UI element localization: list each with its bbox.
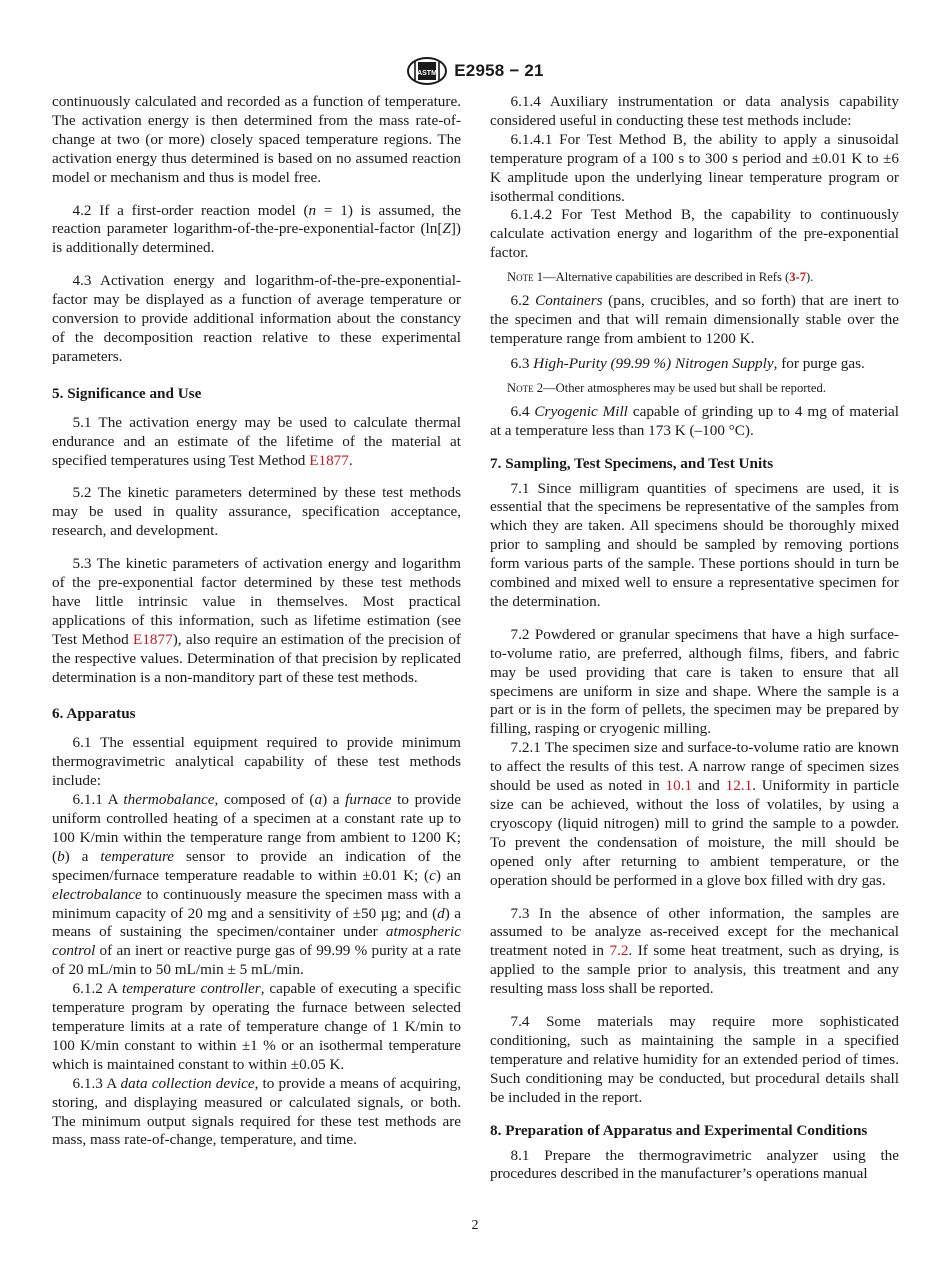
paragraph-6-1-4-2: 6.1.4.2 For Test Method B, the capability to continuously calculate activation energy and logarithm of the pre-exponential factor. <box>490 206 899 262</box>
paragraph-4-3: 4.3 Activation energy and logarithm-of-the-pre-exponential-factor may be displayed as a function of average temperature or conversion to provide additional information about the constancy of the decomposition reaction relative to these experimental parameters. <box>52 272 461 365</box>
paragraph-4-2: 4.2 If a first-order reaction model (n = 1) is assumed, the reaction parameter logarithm-of-the-pre-exponential-factor (ln[Z]) is additionally determined. <box>52 201 461 257</box>
paragraph-continued: continuously calculated and recorded as a function of temperature. The activation energy is then determined from the mass rate-of-change at two (or more) closely spaced temperature regions. The activation energy thus determined is based on no assumed reaction model or mechanism and thus is model free. <box>52 93 461 186</box>
reference-link-3-7[interactable]: 3-7 <box>789 270 807 285</box>
section-heading-7: 7. Sampling, Test Specimens, and Test Units <box>490 454 774 472</box>
paragraph-5-2: 5.2 The kinetic parameters determined by these test methods may be used in quality assurance, specification acceptance, research, and development. <box>52 484 461 540</box>
paragraph-7-2-1: 7.2.1 The specimen size and surface-to-volume ratio are known to affect the results of this test. A narrow range of specimen sizes should be used as noted in 10.1 and 12.1. Uniformity in particle size can be achieved, without the loss of volatiles, by using a cryoscopy (liquid nitrogen) mill to grind the sample to a powder. To prevent the condensation of moisture, the mill should be opened only after returning to ambient temperature, or the operation should be performed in a glove box filled with dry gas. <box>490 739 899 889</box>
reference-link-7-2[interactable]: 7.2 <box>609 942 629 960</box>
paragraph-7-3: 7.3 In the absence of other information, the samples are assumed to be analyze as-received except for the mechanical treatment noted in 7.2. If some heat treatment, such as drying, is applied to the sample prior to analysis, this treatment and any resulting mass loss shall be reported. <box>490 904 899 998</box>
note-1: Note 1—Alternative capabilities are described in Refs (3-7). <box>507 270 814 285</box>
paragraph-5-1: 5.1 The activation energy may be used to calculate thermal endurance and an estimate of the lifetime of the material at specified temperatures using Test Method E1877. <box>52 413 461 469</box>
reference-link-e1877[interactable]: E1877 <box>309 451 349 469</box>
left-column <box>52 93 461 1150</box>
reference-link-e1877[interactable]: E1877 <box>133 630 173 648</box>
section-heading-6: 6. Apparatus <box>52 705 136 723</box>
paragraph-6-1-1: 6.1.1 A thermobalance, composed of (a) a furnace to provide uniform controlled heating of a specimen at a constant rate up to 100 K/min within the temperature range from ambient to 1200 K; (b) a temperature sensor to provide an indication of the specimen/furnace temperature readable to within ±0.01 K; (c) an electrobalance to continuously measure the specimen mass with a minimum capacity of 20 mg and a sensitivity of ±50 µg; and (d) a means of sustaining the specimen/container under atmospheric control of an inert or reactive purge gas of 99.99 % purity at a rate of 20 mL/min to 50 mL/min ± 5 mL/min. <box>52 791 461 979</box>
astm-logo-icon <box>406 56 448 86</box>
page-number: 2 <box>471 1218 479 1233</box>
paragraph-6-4: 6.4 Cryogenic Mill capable of grinding up to 4 mg of material at a temperature less than 173 K (–100 °C). <box>490 402 900 439</box>
paragraph-7-4: 7.4 Some materials may require more sophisticated conditioning, such as maintaining the sample in a specified temperature and relative humidity for an extended period of times. Such conditioning may be conducted, but procedural details shall be included in the report. <box>490 1013 899 1106</box>
note-2: Note 2—Other atmospheres may be used but shall be reported. <box>507 380 826 395</box>
logo-text: ASTM <box>417 70 438 77</box>
reference-link-12-1[interactable]: 12.1 <box>725 777 753 795</box>
right-column <box>490 93 899 1184</box>
paragraph-7-1: 7.1 Since milligram quantities of specimens are used, it is essential that the specimens be representative of the samples from which they are taken. All specimens should be thoroughly mixed prior to sampling and should be sampled by removing portions form various parts of the sample. These portions should in turn be combined and mixed well to ensure a representative specimen for the determination. <box>490 479 899 610</box>
paragraph-8-1: 8.1 Prepare the thermogravimetric analyzer using the procedures described in the manufacturer’s operations manual <box>490 1146 899 1183</box>
paragraph-6-1: 6.1 The essential equipment required to provide minimum thermogravimetric analytical capability of these test methods include: <box>52 734 461 790</box>
paragraph-6-2: 6.2 Containers (pans, crucibles, and so forth) that are inert to the specimen and that will remain dimensionally stable over the temperature range from ambient to 1200 K. <box>490 292 900 347</box>
page-header <box>0 56 950 86</box>
reference-link-10-1[interactable]: 10.1 <box>665 777 693 795</box>
paragraph-6-1-4-1: 6.1.4.1 For Test Method B, the ability to apply a sinusoidal temperature program of a 100 s to 300 s period and ±0.01 K to ±6 K amplitude upon the underlying linear temperature program or isothermal conditions. <box>490 130 899 205</box>
paragraph-7-2: 7.2 Powdered or granular specimens that have a high surface-to-volume ratio, are preferred, although films, fibers, and fabric may be used providing that care is taken to ensure that all specimens are uniform in size and shape. Where the sample is a part or is in the form of pellets, the specimen may be prepared by filling, rasping or cryogenic milling. <box>490 625 899 738</box>
paragraph-5-3: 5.3 The kinetic parameters of activation energy and logarithm of the pre-exponential factor determined by these test methods have little intrinsic value in themselves. Most practical applications of this information, such as lifetime estimation (see Test Method E1877), also require an estimation of the precision of the respective values. Determination of that precision by replicated determination is a non-manditory part of these test methods. <box>52 555 461 686</box>
section-heading-5: 5. Significance and Use <box>52 384 202 402</box>
paragraph-6-1-3: 6.1.3 A data collection device, to provide a means of acquiring, storing, and displaying measured or calculated signals, or both. The minimum output signals required for these test methods are mass, mass rate-of-change, temperature, and time. <box>52 1074 461 1149</box>
paragraph-6-3: 6.3 High-Purity (99.99 %) Nitrogen Supply, for purge gas. <box>510 354 865 372</box>
paragraph-6-1-4: 6.1.4 Auxiliary instrumentation or data analysis capability considered useful in conducting these test methods include: <box>490 93 899 129</box>
section-heading-8: 8. Preparation of Apparatus and Experimental Conditions <box>490 1121 868 1139</box>
document-number: E2958 − 21 <box>454 61 544 80</box>
paragraph-6-1-2: 6.1.2 A temperature controller, capable of executing a specific temperature program by operating the furnace between selected temperature limits at a rate of temperature change of 1 K/min to 100 K/min constant to within ±1 % or an isothermal temperature which is maintained constant to within ±0.05 K. <box>52 980 461 1073</box>
